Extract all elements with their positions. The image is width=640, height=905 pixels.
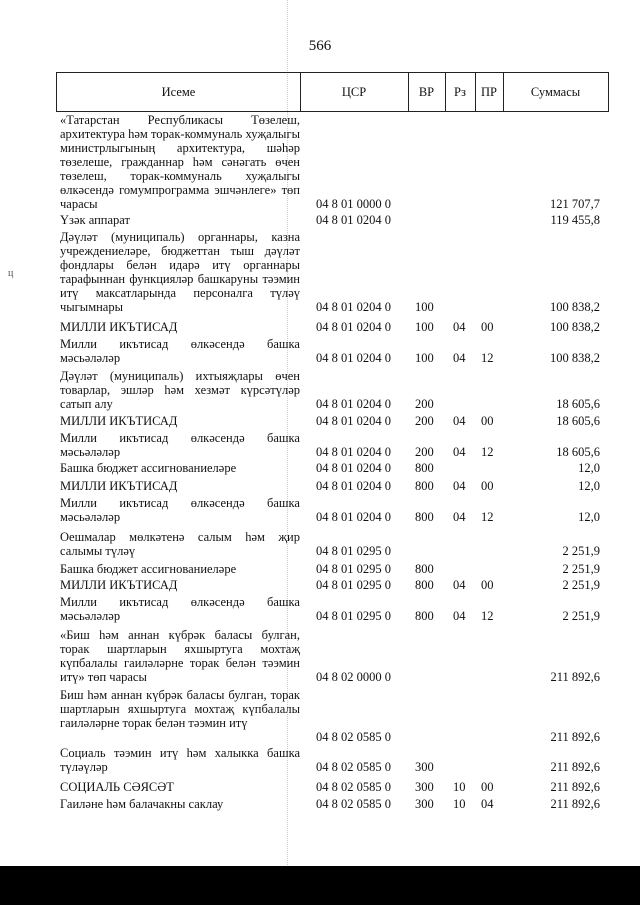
row-csr: 04 8 01 0295 0 xyxy=(316,578,391,592)
row-vr: 800 xyxy=(415,578,434,592)
row-vr: 800 xyxy=(415,479,434,493)
row-sum: 12,0 xyxy=(578,461,600,475)
row-sum: 100 838,2 xyxy=(550,300,600,314)
row-vr: 800 xyxy=(415,562,434,576)
header-name: Исеме xyxy=(57,73,301,111)
row-csr: 04 8 01 0204 0 xyxy=(316,300,391,314)
table-row xyxy=(0,369,640,411)
row-csr: 04 8 01 0204 0 xyxy=(316,479,391,493)
row-sum: 100 838,2 xyxy=(550,320,600,334)
page-number: 566 xyxy=(308,38,332,54)
row-csr: 04 8 01 0295 0 xyxy=(316,562,391,576)
row-rz: 04 xyxy=(453,414,466,428)
row-name: Дәүләт (муниципаль) ихтыяҗлары өчен товарлар, эшләр һәм хезмәт күрсәтүләр сатып алу xyxy=(60,369,300,411)
row-vr: 100 xyxy=(415,300,434,314)
row-pr: 12 xyxy=(481,510,494,524)
row-pr: 12 xyxy=(481,609,494,623)
table-row xyxy=(0,113,640,211)
row-name: Милли икътисад өлкәсендә башка мәсьәләләр xyxy=(60,496,300,524)
table-row xyxy=(0,496,640,524)
row-vr: 800 xyxy=(415,461,434,475)
row-csr: 04 8 02 0585 0 xyxy=(316,760,391,774)
row-sum: 2 251,9 xyxy=(562,544,600,558)
row-name: Башка бюджет ассигнованиеләре xyxy=(60,461,237,475)
table-row xyxy=(0,230,640,314)
table-row xyxy=(0,213,640,227)
table-header xyxy=(56,72,609,112)
header-csr: ЦСР xyxy=(300,73,409,111)
row-sum: 2 251,9 xyxy=(562,578,600,592)
row-vr: 300 xyxy=(415,780,434,794)
row-name: Оешмалар мөлкәтенә салым һәм җир салымы түләү xyxy=(60,530,300,558)
row-name: МИЛЛИ ИКЪТИСАД xyxy=(60,479,178,493)
table-row xyxy=(0,337,640,365)
row-sum: 12,0 xyxy=(578,510,600,524)
row-vr: 800 xyxy=(415,609,434,623)
table-row xyxy=(0,628,640,684)
row-pr: 00 xyxy=(481,414,494,428)
scan-bottom-edge xyxy=(0,866,640,905)
row-sum: 119 455,8 xyxy=(550,213,600,227)
row-csr: 04 8 01 0295 0 xyxy=(316,544,391,558)
row-csr: 04 8 01 0204 0 xyxy=(316,445,391,459)
row-rz: 04 xyxy=(453,578,466,592)
table-row xyxy=(0,688,640,744)
row-pr: 00 xyxy=(481,578,494,592)
row-pr: 12 xyxy=(481,351,494,365)
row-sum: 12,0 xyxy=(578,479,600,493)
row-csr: 04 8 01 0204 0 xyxy=(316,397,391,411)
row-pr: 00 xyxy=(481,320,494,334)
table-row xyxy=(0,562,640,576)
row-rz: 04 xyxy=(453,479,466,493)
row-rz: 04 xyxy=(453,445,466,459)
row-vr: 200 xyxy=(415,397,434,411)
row-sum: 211 892,6 xyxy=(550,797,600,811)
header-pr: ПР xyxy=(475,73,504,111)
table-row xyxy=(0,578,640,592)
row-rz: 04 xyxy=(453,510,466,524)
row-name: Гаиләне һәм балачакны саклау xyxy=(60,797,224,811)
margin-mark: ц xyxy=(8,268,14,279)
row-csr: 04 8 02 0585 0 xyxy=(316,730,391,744)
row-csr: 04 8 01 0204 0 xyxy=(316,320,391,334)
row-csr: 04 8 01 0295 0 xyxy=(316,609,391,623)
row-sum: 18 605,6 xyxy=(556,414,600,428)
table-row xyxy=(0,461,640,475)
table-row xyxy=(0,746,640,774)
row-name: Милли икътисад өлкәсендә башка мәсьәләләр xyxy=(60,337,300,365)
table-row xyxy=(0,780,640,794)
row-rz: 10 xyxy=(453,797,466,811)
row-name: МИЛЛИ ИКЪТИСАД xyxy=(60,320,178,334)
row-pr: 00 xyxy=(481,780,494,794)
row-csr: 04 8 02 0585 0 xyxy=(316,780,391,794)
row-csr: 04 8 01 0204 0 xyxy=(316,351,391,365)
row-pr: 04 xyxy=(481,797,494,811)
row-csr: 04 8 01 0204 0 xyxy=(316,510,391,524)
row-vr: 300 xyxy=(415,760,434,774)
row-name: Башка бюджет ассигнованиеләре xyxy=(60,562,237,576)
table-row xyxy=(0,414,640,428)
row-sum: 211 892,6 xyxy=(550,760,600,774)
header-rz: Рз xyxy=(445,73,476,111)
row-vr: 300 xyxy=(415,797,434,811)
table-row xyxy=(0,530,640,558)
row-sum: 211 892,6 xyxy=(550,730,600,744)
row-csr: 04 8 01 0204 0 xyxy=(316,414,391,428)
table-row xyxy=(0,797,640,811)
header-sum: Суммасы xyxy=(530,85,581,99)
row-name: «Татарстан Республикасы Төзелеш, архитектура һәм торак-коммуналь хуҗалыгы министрлыгының архитектура, шәһәр төзелеше, гражданнар һәм сәнәгать өчен төзелеш, торак-коммуналь хуҗалыгы өлкәсендә гомумпрограмма эшчәнлеге» төп чарасы xyxy=(60,113,300,211)
header-vr: ВР xyxy=(408,73,446,111)
row-name: Дәүләт (муниципаль) органнары, казна учреждениеләре, бюджеттан тыш дәүләт фондлары белән идарә итү органнары тарафыннан функцияләр башкаруны тәэмин итү максатларында персоналга түләү чыгымнары xyxy=(60,230,300,314)
row-sum: 18 605,6 xyxy=(556,445,600,459)
row-sum: 2 251,9 xyxy=(562,609,600,623)
row-pr: 12 xyxy=(481,445,494,459)
row-sum: 121 707,7 xyxy=(550,197,600,211)
row-name: Үзәк аппарат xyxy=(60,213,130,227)
row-rz: 04 xyxy=(453,320,466,334)
row-name: Милли икътисад өлкәсендә башка мәсьәләләр xyxy=(60,595,300,623)
row-name: «Биш һәм аннан күбрәк баласы булган, торак шартларын яхшыртуга мохтаҗ күпбалалы гаиләләрне торак белән тәэмин итү» төп чарасы xyxy=(60,628,300,684)
row-name: МИЛЛИ ИКЪТИСАД xyxy=(60,414,178,428)
row-sum: 100 838,2 xyxy=(550,351,600,365)
row-name: СОЦИАЛЬ СӘЯСӘТ xyxy=(60,780,174,794)
row-name: Биш һәм аннан күбрәк баласы булган, торак шартларын яхшыртуга мохтаҗ күпбалалы гаиләләрне торак белән тәэмин итү xyxy=(60,688,300,730)
row-sum: 2 251,9 xyxy=(562,562,600,576)
row-rz: 04 xyxy=(453,351,466,365)
table-row xyxy=(0,431,640,459)
table-row xyxy=(0,595,640,623)
row-csr: 04 8 01 0000 0 xyxy=(316,197,391,211)
row-vr: 100 xyxy=(415,320,434,334)
row-rz: 04 xyxy=(453,609,466,623)
row-csr: 04 8 01 0204 0 xyxy=(316,461,391,475)
row-sum: 211 892,6 xyxy=(550,780,600,794)
row-vr: 200 xyxy=(415,414,434,428)
table-row xyxy=(0,479,640,493)
row-rz: 10 xyxy=(453,780,466,794)
row-csr: 04 8 01 0204 0 xyxy=(316,213,391,227)
row-name: Милли икътисад өлкәсендә башка мәсьәләләр xyxy=(60,431,300,459)
row-vr: 100 xyxy=(415,351,434,365)
row-csr: 04 8 02 0585 0 xyxy=(316,797,391,811)
row-name: МИЛЛИ ИКЪТИСАД xyxy=(60,578,178,592)
row-pr: 00 xyxy=(481,479,494,493)
row-vr: 200 xyxy=(415,445,434,459)
row-name: Социаль тәэмин итү һәм халыкка башка түләүләр xyxy=(60,746,300,774)
row-sum: 18 605,6 xyxy=(556,397,600,411)
row-vr: 800 xyxy=(415,510,434,524)
row-sum: 211 892,6 xyxy=(550,670,600,684)
row-csr: 04 8 02 0000 0 xyxy=(316,670,391,684)
table-row xyxy=(0,320,640,334)
